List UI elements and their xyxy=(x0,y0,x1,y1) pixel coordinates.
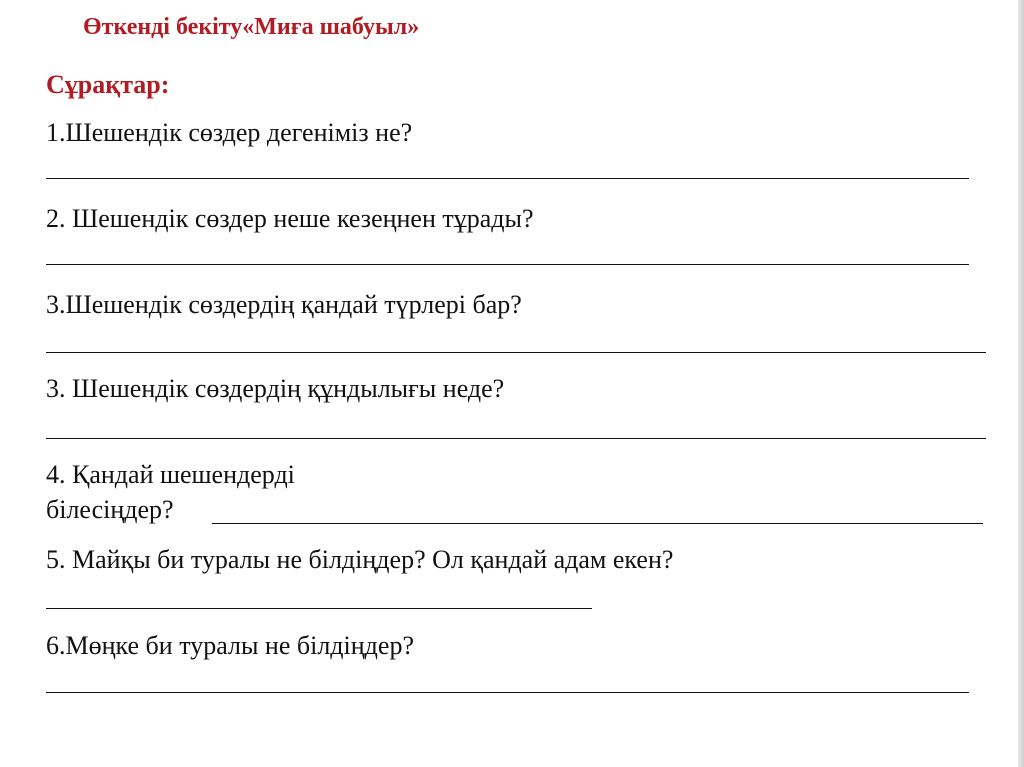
question-1: 1.Шешендік сөздер дегеніміз не? xyxy=(46,118,413,147)
question-6: 5. Майқы би туралы не білдіңдер? Ол қандай адам екен? xyxy=(46,545,674,574)
answer-line-3 xyxy=(46,352,986,353)
answer-line-7 xyxy=(46,692,969,693)
answer-line-1 xyxy=(46,178,969,179)
question-7: 6.Мөңке би туралы не білдіңдер? xyxy=(46,631,414,660)
question-3: 3.Шешендік сөздердің қандай түрлері бар? xyxy=(46,290,522,319)
slide-edge-shadow xyxy=(1018,0,1024,767)
slide-title: Өткенді бекіту«Миға шабуыл» xyxy=(83,14,420,40)
answer-line-4 xyxy=(46,438,986,439)
question-5-line-2: білесіңдер? xyxy=(46,495,174,524)
questions-heading: Сұрақтар: xyxy=(46,70,170,99)
question-4: 3. Шешендік сөздердің құндылығы неде? xyxy=(46,374,505,403)
answer-line-6 xyxy=(46,608,592,609)
question-2: 2. Шешендік сөздер неше кезеңнен тұрады? xyxy=(46,204,534,233)
answer-line-2 xyxy=(46,264,969,265)
answer-line-5 xyxy=(212,523,983,524)
question-5-line-1: 4. Қандай шешендерді xyxy=(46,460,295,489)
